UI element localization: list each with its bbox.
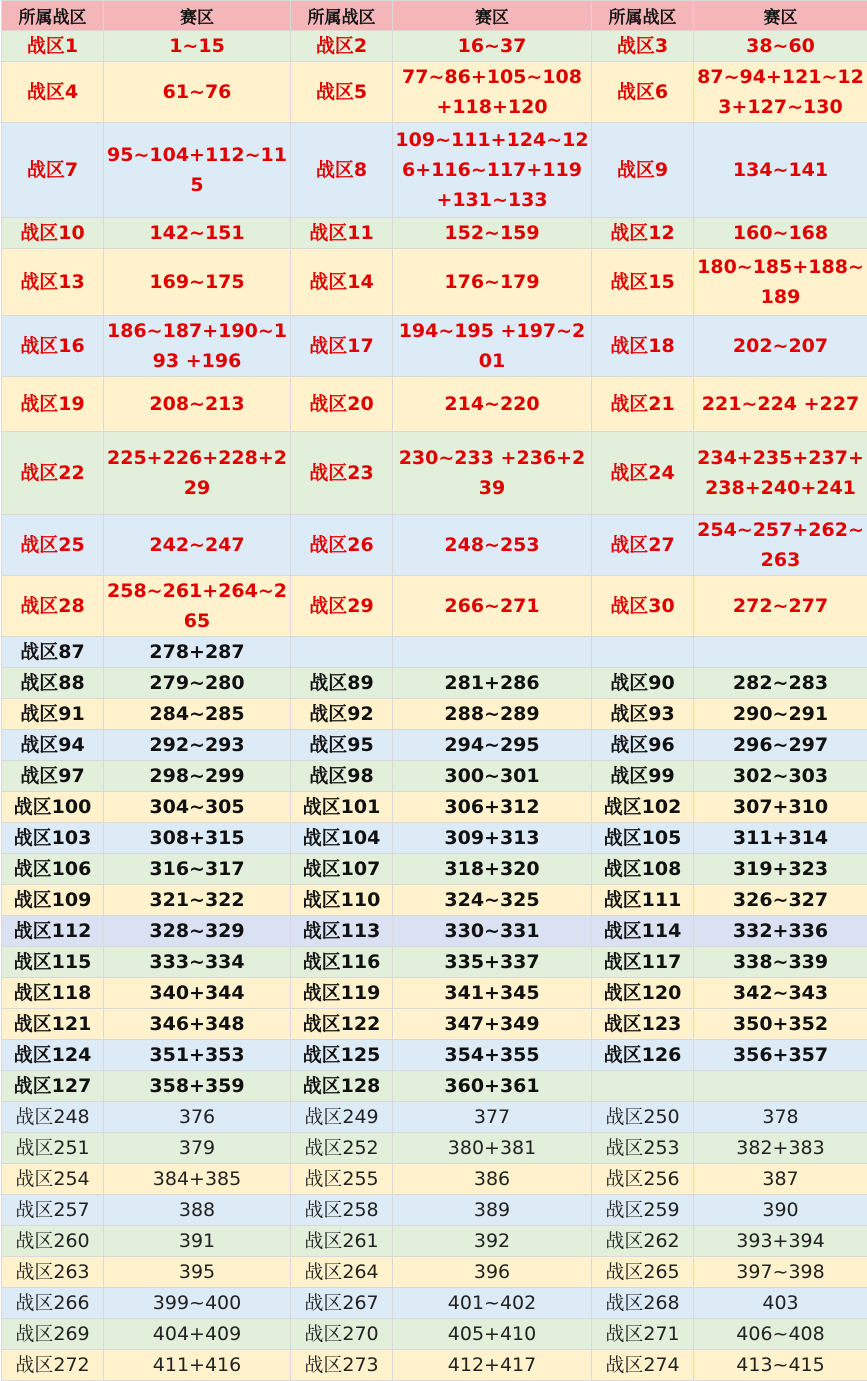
division-cell: 266~271 [393, 576, 592, 637]
division-cell: 225+226+228+229 [104, 432, 291, 515]
table-row [2, 1319, 867, 1350]
zone-cell: 战区20 [291, 377, 393, 432]
header-zone-1: 所属战区 [2, 1, 104, 31]
zone-cell: 战区93 [592, 699, 694, 730]
division-cell [694, 1071, 867, 1102]
zone-cell: 战区18 [592, 316, 694, 377]
division-cell: 404+409 [104, 1319, 291, 1350]
table-row [2, 1195, 867, 1226]
zone-cell: 战区11 [291, 218, 393, 249]
division-cell: 142~151 [104, 218, 291, 249]
zone-cell: 战区30 [592, 576, 694, 637]
division-cell: 194~195 +197~201 [393, 316, 592, 377]
zone-cell: 战区263 [2, 1257, 104, 1288]
division-cell: 208~213 [104, 377, 291, 432]
division-cell: 346+348 [104, 1009, 291, 1040]
division-cell: 272~277 [694, 576, 867, 637]
zone-cell: 战区260 [2, 1226, 104, 1257]
division-cell: 397~398 [694, 1257, 867, 1288]
zone-cell: 战区117 [592, 947, 694, 978]
zone-cell: 战区113 [291, 916, 393, 947]
division-cell: 405+410 [393, 1319, 592, 1350]
division-cell: 169~175 [104, 249, 291, 316]
zone-cell: 战区119 [291, 978, 393, 1009]
division-cell: 38~60 [694, 31, 867, 62]
division-cell: 393+394 [694, 1226, 867, 1257]
division-cell: 61~76 [104, 62, 291, 123]
zone-cell: 战区269 [2, 1319, 104, 1350]
division-cell: 380+381 [393, 1133, 592, 1164]
zone-cell: 战区99 [592, 761, 694, 792]
zone-cell: 战区118 [2, 978, 104, 1009]
zone-cell: 战区105 [592, 823, 694, 854]
zone-cell: 战区16 [2, 316, 104, 377]
division-cell [393, 637, 592, 668]
zone-cell: 战区120 [592, 978, 694, 1009]
zone-cell: 战区7 [2, 123, 104, 218]
zone-cell [291, 637, 393, 668]
zone-cell: 战区9 [592, 123, 694, 218]
zone-cell: 战区257 [2, 1195, 104, 1226]
zone-cell: 战区256 [592, 1164, 694, 1195]
division-cell: 389 [393, 1195, 592, 1226]
zone-cell: 战区89 [291, 668, 393, 699]
division-cell: 324~325 [393, 885, 592, 916]
division-cell: 382+383 [694, 1133, 867, 1164]
zone-cell: 战区261 [291, 1226, 393, 1257]
zone-cell: 战区95 [291, 730, 393, 761]
zone-cell: 战区248 [2, 1102, 104, 1133]
division-cell: 234+235+237+238+240+241 [694, 432, 867, 515]
division-cell: 411+416 [104, 1350, 291, 1381]
table-row [2, 1164, 867, 1195]
division-cell: 377 [393, 1102, 592, 1133]
zone-cell [592, 637, 694, 668]
zone-cell: 战区1 [2, 31, 104, 62]
table-row [2, 1226, 867, 1257]
zone-cell: 战区274 [592, 1350, 694, 1381]
division-cell: 134~141 [694, 123, 867, 218]
division-cell: 288~289 [393, 699, 592, 730]
zone-cell: 战区253 [592, 1133, 694, 1164]
table-row [2, 1257, 867, 1288]
zone-cell: 战区127 [2, 1071, 104, 1102]
division-cell: 302~303 [694, 761, 867, 792]
zone-cell: 战区128 [291, 1071, 393, 1102]
zone-cell: 战区103 [2, 823, 104, 854]
division-cell: 298~299 [104, 761, 291, 792]
division-cell: 254~257+262~263 [694, 515, 867, 576]
division-cell: 360+361 [393, 1071, 592, 1102]
zone-cell: 战区28 [2, 576, 104, 637]
zone-cell: 战区267 [291, 1288, 393, 1319]
zone-cell: 战区112 [2, 916, 104, 947]
zone-cell: 战区254 [2, 1164, 104, 1195]
zone-cell: 战区98 [291, 761, 393, 792]
table-row [2, 730, 867, 761]
division-cell: 1~15 [104, 31, 291, 62]
zone-cell: 战区255 [291, 1164, 393, 1195]
division-cell: 109~111+124~126+116~117+119+131~133 [393, 123, 592, 218]
zone-cell: 战区121 [2, 1009, 104, 1040]
division-cell: 326~327 [694, 885, 867, 916]
division-cell: 356+357 [694, 1040, 867, 1071]
zone-cell: 战区124 [2, 1040, 104, 1071]
table-row [2, 31, 867, 62]
division-cell: 281+286 [393, 668, 592, 699]
division-cell: 333~334 [104, 947, 291, 978]
table-row [2, 62, 867, 123]
zone-cell: 战区101 [291, 792, 393, 823]
table-row [2, 1009, 867, 1040]
zone-cell [592, 1071, 694, 1102]
division-cell: 284~285 [104, 699, 291, 730]
zone-cell: 战区109 [2, 885, 104, 916]
zone-cell: 战区5 [291, 62, 393, 123]
table-row [2, 1071, 867, 1102]
division-cell: 395 [104, 1257, 291, 1288]
zone-cell: 战区90 [592, 668, 694, 699]
table-row [2, 1133, 867, 1164]
table-row [2, 377, 867, 432]
division-cell: 378 [694, 1102, 867, 1133]
division-cell: 230~233 +236+239 [393, 432, 592, 515]
zone-cell: 战区249 [291, 1102, 393, 1133]
zone-cell: 战区115 [2, 947, 104, 978]
table-row [2, 885, 867, 916]
zone-cell: 战区111 [592, 885, 694, 916]
zone-cell: 战区252 [291, 1133, 393, 1164]
division-cell: 388 [104, 1195, 291, 1226]
division-cell: 214~220 [393, 377, 592, 432]
zone-cell: 战区125 [291, 1040, 393, 1071]
division-cell: 412+417 [393, 1350, 592, 1381]
division-cell: 319+323 [694, 854, 867, 885]
table-row [2, 218, 867, 249]
zone-cell: 战区14 [291, 249, 393, 316]
zone-cell: 战区122 [291, 1009, 393, 1040]
table-row [2, 249, 867, 316]
zone-cell: 战区91 [2, 699, 104, 730]
zone-cell: 战区270 [291, 1319, 393, 1350]
zone-cell: 战区19 [2, 377, 104, 432]
division-cell: 342~343 [694, 978, 867, 1009]
zone-cell: 战区108 [592, 854, 694, 885]
division-cell: 221~224 +227 [694, 377, 867, 432]
division-cell: 403 [694, 1288, 867, 1319]
division-cell: 296~297 [694, 730, 867, 761]
zone-cell: 战区10 [2, 218, 104, 249]
zone-cell: 战区2 [291, 31, 393, 62]
table-row [2, 1350, 867, 1381]
table-row [2, 316, 867, 377]
division-cell: 300~301 [393, 761, 592, 792]
header-row [2, 1, 867, 31]
division-cell: 391 [104, 1226, 291, 1257]
division-cell: 341+345 [393, 978, 592, 1009]
zone-cell: 战区271 [592, 1319, 694, 1350]
zone-cell: 战区106 [2, 854, 104, 885]
division-cell: 347+349 [393, 1009, 592, 1040]
zone-cell: 战区123 [592, 1009, 694, 1040]
zone-cell: 战区13 [2, 249, 104, 316]
war-zone-table [1, 0, 867, 1381]
table-row [2, 123, 867, 218]
zone-cell: 战区273 [291, 1350, 393, 1381]
zone-cell: 战区12 [592, 218, 694, 249]
division-cell: 392 [393, 1226, 592, 1257]
zone-cell: 战区27 [592, 515, 694, 576]
division-cell: 406~408 [694, 1319, 867, 1350]
zone-cell: 战区22 [2, 432, 104, 515]
division-cell: 278+287 [104, 637, 291, 668]
table-row [2, 637, 867, 668]
division-cell: 258~261+264~265 [104, 576, 291, 637]
zone-cell: 战区6 [592, 62, 694, 123]
table-row [2, 699, 867, 730]
zone-cell: 战区25 [2, 515, 104, 576]
zone-cell: 战区26 [291, 515, 393, 576]
division-cell: 248~253 [393, 515, 592, 576]
zone-cell: 战区268 [592, 1288, 694, 1319]
zone-cell: 战区262 [592, 1226, 694, 1257]
zone-cell: 战区15 [592, 249, 694, 316]
table-row [2, 1288, 867, 1319]
table-body [2, 31, 867, 1381]
division-cell: 282~283 [694, 668, 867, 699]
zone-cell: 战区110 [291, 885, 393, 916]
division-cell: 338~339 [694, 947, 867, 978]
division-cell: 176~179 [393, 249, 592, 316]
division-cell: 309+313 [393, 823, 592, 854]
zone-cell: 战区94 [2, 730, 104, 761]
division-cell: 87~94+121~123+127~130 [694, 62, 867, 123]
division-cell: 328~329 [104, 916, 291, 947]
table-row [2, 1040, 867, 1071]
zone-cell: 战区8 [291, 123, 393, 218]
zone-cell: 战区259 [592, 1195, 694, 1226]
zone-cell: 战区24 [592, 432, 694, 515]
division-cell: 306+312 [393, 792, 592, 823]
table-row [2, 576, 867, 637]
zone-cell: 战区3 [592, 31, 694, 62]
zone-cell: 战区264 [291, 1257, 393, 1288]
division-cell: 390 [694, 1195, 867, 1226]
division-cell: 387 [694, 1164, 867, 1195]
division-cell: 186~187+190~193 +196 [104, 316, 291, 377]
division-cell: 308+315 [104, 823, 291, 854]
division-cell: 16~37 [393, 31, 592, 62]
division-cell: 384+385 [104, 1164, 291, 1195]
division-cell: 242~247 [104, 515, 291, 576]
division-cell: 180~185+188~189 [694, 249, 867, 316]
division-cell: 396 [393, 1257, 592, 1288]
table-row [2, 761, 867, 792]
zone-cell: 战区21 [592, 377, 694, 432]
zone-cell: 战区265 [592, 1257, 694, 1288]
zone-cell: 战区102 [592, 792, 694, 823]
table-row [2, 978, 867, 1009]
zone-cell: 战区23 [291, 432, 393, 515]
division-cell: 358+359 [104, 1071, 291, 1102]
zone-cell: 战区258 [291, 1195, 393, 1226]
zone-cell: 战区97 [2, 761, 104, 792]
header-zone-3: 所属战区 [592, 1, 694, 31]
division-cell: 294~295 [393, 730, 592, 761]
division-cell: 311+314 [694, 823, 867, 854]
division-cell: 386 [393, 1164, 592, 1195]
header-zone-2: 所属战区 [291, 1, 393, 31]
division-cell: 379 [104, 1133, 291, 1164]
division-cell: 152~159 [393, 218, 592, 249]
division-cell [694, 637, 867, 668]
zone-cell: 战区116 [291, 947, 393, 978]
table-row [2, 823, 867, 854]
division-cell: 376 [104, 1102, 291, 1133]
division-cell: 351+353 [104, 1040, 291, 1071]
division-cell: 399~400 [104, 1288, 291, 1319]
division-cell: 160~168 [694, 218, 867, 249]
zone-cell: 战区17 [291, 316, 393, 377]
division-cell: 401~402 [393, 1288, 592, 1319]
zone-cell: 战区92 [291, 699, 393, 730]
division-cell: 95~104+112~115 [104, 123, 291, 218]
division-cell: 77~86+105~108+118+120 [393, 62, 592, 123]
division-cell: 340+344 [104, 978, 291, 1009]
zone-cell: 战区126 [592, 1040, 694, 1071]
division-cell: 335+337 [393, 947, 592, 978]
division-cell: 318+320 [393, 854, 592, 885]
table-row [2, 1102, 867, 1133]
division-cell: 202~207 [694, 316, 867, 377]
division-cell: 292~293 [104, 730, 291, 761]
zone-cell: 战区100 [2, 792, 104, 823]
zone-cell: 战区88 [2, 668, 104, 699]
division-cell: 354+355 [393, 1040, 592, 1071]
division-cell: 330~331 [393, 916, 592, 947]
table-row [2, 792, 867, 823]
zone-cell: 战区104 [291, 823, 393, 854]
header-division-2: 赛区 [393, 1, 592, 31]
division-cell: 316~317 [104, 854, 291, 885]
zone-cell: 战区272 [2, 1350, 104, 1381]
table-row [2, 947, 867, 978]
zone-cell: 战区96 [592, 730, 694, 761]
table-row [2, 854, 867, 885]
division-cell: 332+336 [694, 916, 867, 947]
zone-cell: 战区250 [592, 1102, 694, 1133]
division-cell: 413~415 [694, 1350, 867, 1381]
header-division-1: 赛区 [104, 1, 291, 31]
zone-cell: 战区114 [592, 916, 694, 947]
table-row [2, 515, 867, 576]
table-row [2, 668, 867, 699]
zone-cell: 战区4 [2, 62, 104, 123]
table-row [2, 432, 867, 515]
division-cell: 279~280 [104, 668, 291, 699]
zone-cell: 战区29 [291, 576, 393, 637]
division-cell: 350+352 [694, 1009, 867, 1040]
table-row [2, 916, 867, 947]
zone-cell: 战区107 [291, 854, 393, 885]
header-division-3: 赛区 [694, 1, 867, 31]
division-cell: 321~322 [104, 885, 291, 916]
zone-cell: 战区266 [2, 1288, 104, 1319]
division-cell: 290~291 [694, 699, 867, 730]
zone-cell: 战区87 [2, 637, 104, 668]
division-cell: 304~305 [104, 792, 291, 823]
zone-cell: 战区251 [2, 1133, 104, 1164]
division-cell: 307+310 [694, 792, 867, 823]
